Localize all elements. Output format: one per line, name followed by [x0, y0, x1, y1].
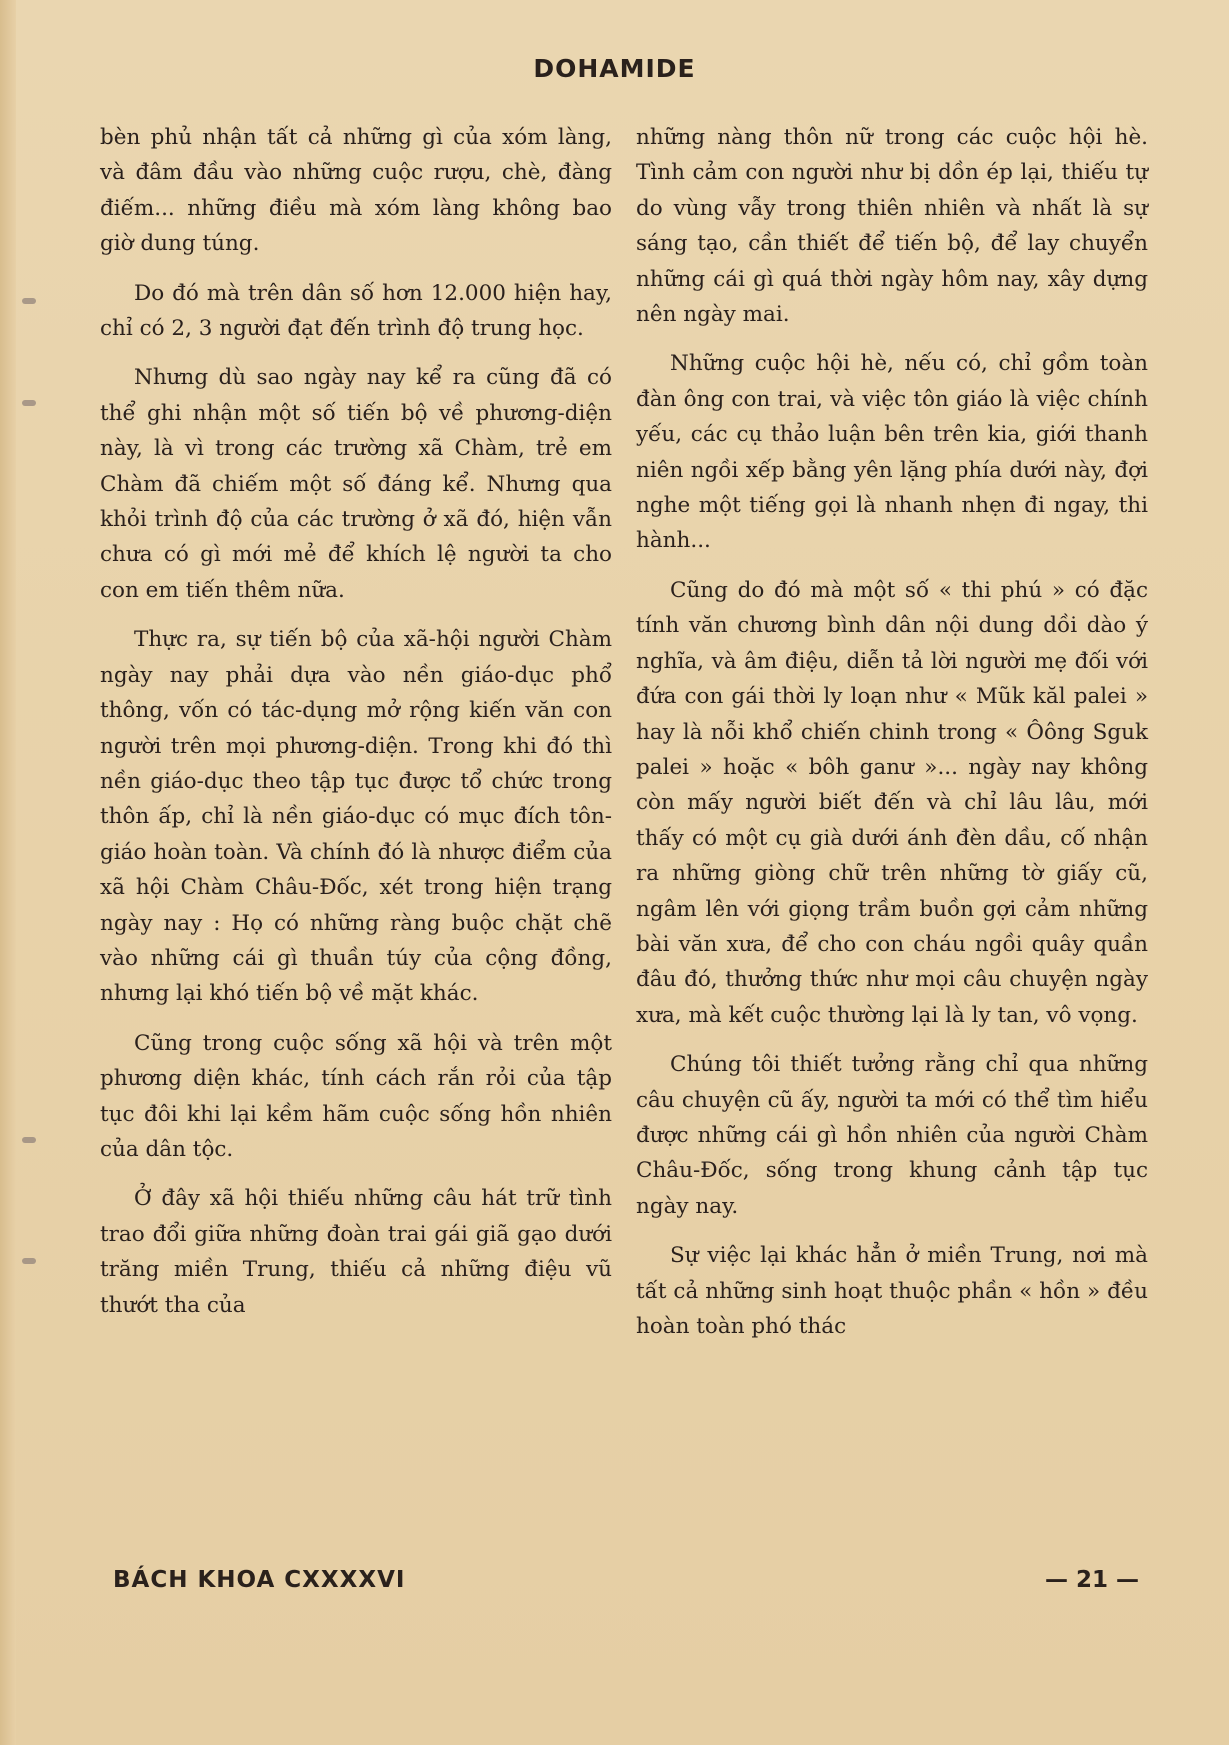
paragraph: Cũng do đó mà một số « thi phú » có đặc tính văn chương bình dân nội dung dồi dào ý nghĩa, và âm điệu, diễn tả lời người mẹ đối với đứa con gái thời ly loạn như « Mũk kăl palei » hay là nỗi khổ chiến chinh trong « Ôông Sguk palei » hoặc « bôh ganư »... ngày nay không còn mấy người biết đến và chỉ lâu lâu, mới thấy có một cụ già dưới ánh đèn dầu, cố nhận ra những giòng chữ trên những tờ giấy cũ, ngâm lên với giọng trầm buồn gợi cảm những bài văn xưa, để cho con cháu ngồi quây quần đâu đó, thưởng thức như mọi câu chuyện ngày xưa, mà kết cuộc thường lại là ly tan, vô vọng. [636, 577, 1148, 1028]
margin-mark [22, 1258, 36, 1264]
paragraph: những nàng thôn nữ trong các cuộc hội hè. Tình cảm con người như bị dồn ép lại, thiếu tự do vùng vẫy trong thiên nhiên và nhất là sự sáng tạo, cần thiết để tiến bộ, để lay chuyển những cái gì quá thời ngày hôm nay, xây dựng nên ngày mai. [636, 125, 1148, 328]
right-column [636, 120, 1148, 1358]
left-column [100, 120, 612, 1337]
paragraph: Cũng trong cuộc sống xã hội và trên một phương diện khác, tính cách rắn rỏi của tập tục đôi khi lại kềm hãm cuộc sống hồn nhiên của dân tộc. [100, 1030, 612, 1162]
publication-footer: BÁCH KHOA CXXXXVI [113, 1567, 406, 1593]
paragraph: bèn phủ nhận tất cả những gì của xóm làng, và đâm đầu vào những cuộc rượu, chè, đàng điếm... những điều mà xóm làng không bao giờ dung túng. [100, 125, 612, 257]
page-number: — 21 — [1045, 1567, 1140, 1593]
page-edge [0, 0, 16, 1745]
running-header: DOHAMIDE [533, 54, 696, 83]
margin-mark [22, 1137, 36, 1143]
margin-mark [22, 298, 36, 304]
paragraph: Chúng tôi thiết tưởng rằng chỉ qua những câu chuyện cũ ấy, người ta mới có thể tìm hiểu được những cái gì hồn nhiên của người Chàm Châu-Đốc, sống trong khung cảnh tập tục ngày nay. [636, 1052, 1148, 1219]
paragraph: Những cuộc hội hè, nếu có, chỉ gồm toàn đàn ông con trai, và việc tôn giáo là việc chính yếu, các cụ thảo luận bên trên kia, giới thanh niên ngồi xếp bằng yên lặng phía dưới này, đợi nghe một tiếng gọi là nhanh nhẹn đi ngay, thi hành... [636, 351, 1148, 554]
paragraph: Do đó mà trên dân số hơn 12.000 hiện hay, chỉ có 2, 3 người đạt đến trình độ trung học. [100, 280, 612, 342]
paragraph: Nhưng dù sao ngày nay kể ra cũng đã có thể ghi nhận một số tiến bộ về phương-diện này, là vì trong các trường xã Chàm, trẻ em Chàm đã chiếm một số đáng kể. Nhưng qua khỏi trình độ của các trường ở xã đó, hiện vẫn chưa có gì mới mẻ để khích lệ người ta cho con em tiến thêm nữa. [100, 365, 612, 603]
paragraph: Thực ra, sự tiến bộ của xã-hội người Chàm ngày nay phải dựa vào nền giáo-dục phổ thông, vốn có tác-dụng mở rộng kiến văn con người trên mọi phương-diện. Trong khi đó thì nền giáo-dục theo tập tục được tổ chức trong thôn ấp, chỉ là nền giáo-dục có mục đích tôn-giáo hoàn toàn. Và chính đó là nhược điểm của xã hội Chàm Châu-Đốc, xét trong hiện trạng ngày nay : Họ có những ràng buộc chặt chẽ vào những cái gì thuần túy của cộng đồng, nhưng lại khó tiến bộ về mặt khác. [100, 627, 612, 1007]
margin-mark [22, 400, 36, 406]
paragraph: Ở đây xã hội thiếu những câu hát trữ tình trao đổi giữa những đoàn trai gái giã gạo dưới trăng miền Trung, thiếu cả những điệu vũ thướt tha của [100, 1186, 612, 1318]
paragraph: Sự việc lại khác hẳn ở miền Trung, nơi mà tất cả những sinh hoạt thuộc phần « hồn » đều hoàn toàn phó thác [636, 1243, 1148, 1339]
